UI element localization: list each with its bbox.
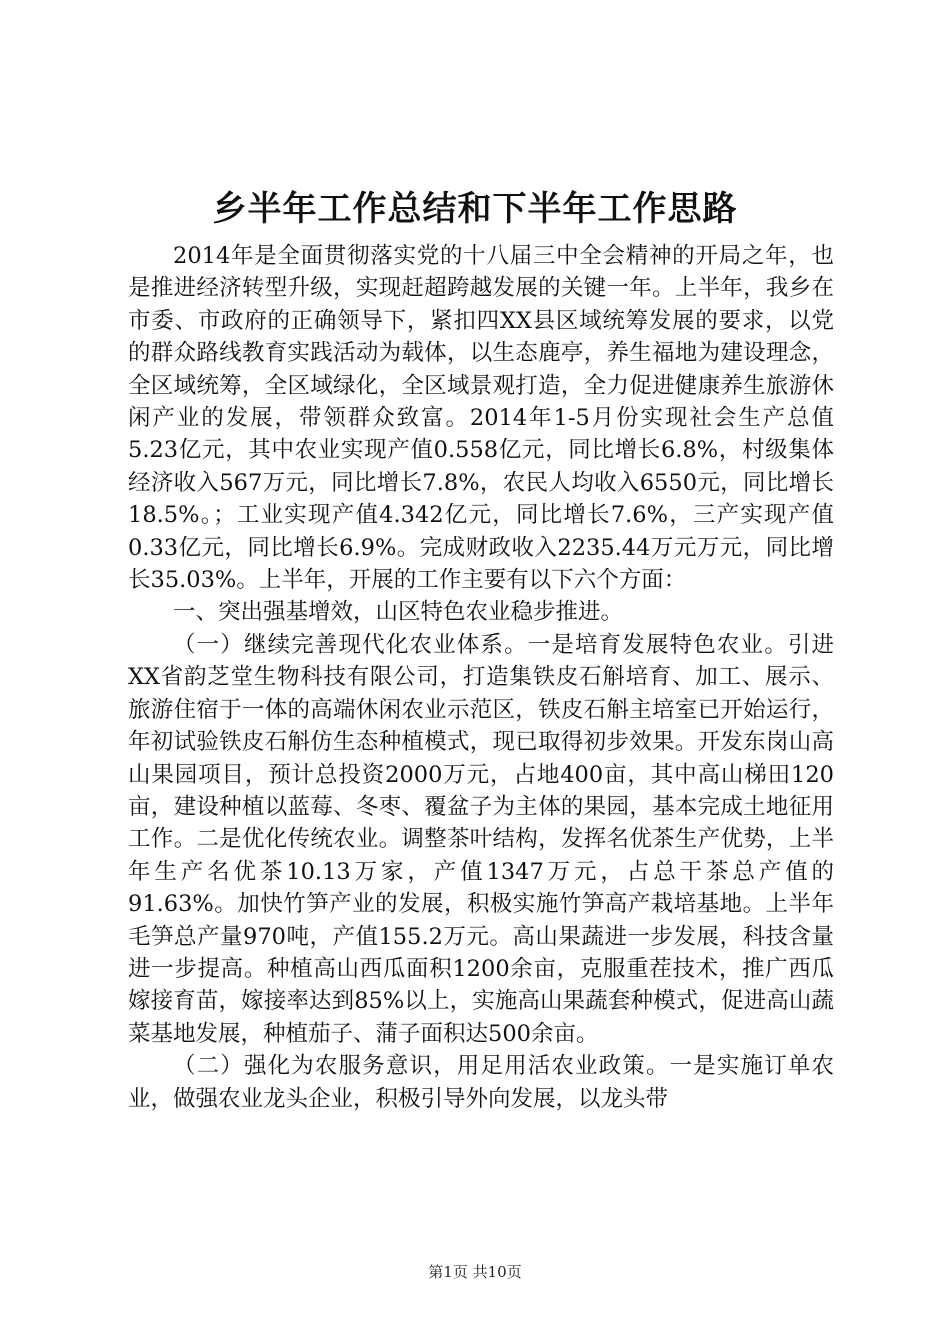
document-title: 乡半年工作总结和下半年工作思路	[212, 189, 738, 229]
paragraph-section-1-heading: 一、突出强基增效，山区特色农业稳步推进。	[173, 599, 624, 626]
paragraph-subsection-1: （一）继续完善现代化农业体系。一是培育发展特色农业。引进XX省韵芝堂生物科技有限公司，打造集铁皮石斛培育、加工、展示、旅游住宿于一体的高端休闲农业示范区，铁皮石斛主培室已开始运行，年初试验铁皮石斛仿生态种植模式，现已取得初步效果。开发东岗山高山果园项目，预计总投资2000万元，占地400亩，其中高山梯田120亩，建设种植以蓝莓、冬枣、覆盆子为主体的果园，基本完成土地征用工作。二是优化传统农业。调整茶叶结构，发挥名优茶生产优势，上半年生产名优茶10.13万家，产值1347万元，占总干茶总产值的91.63%。加快竹笋产业的发展，积极实施竹笋高产栽培基地。上半年毛笋总产量970吨，产值155.2万元。高山果蔬进一步发展，科技含量进一步提高。种植高山西瓜面积1200余亩，克服重茬技术，推广西瓜嫁接育苗，嫁接率达到85%以上，实施高山果蔬套种模式，促进高山蔬菜基地发展，种植茄子、蒲子面积达500余亩。	[128, 631, 834, 1047]
page-number-footer: 第1页 共10页	[428, 1263, 522, 1281]
paragraph-intro: 2014年是全面贯彻落实党的十八届三中全会精神的开局之年，也是推进经济转型升级，实现赶超跨越发展的关键一年。上半年，我乡在市委、市政府的正确领导下，紧扣四XX县区域统筹发展的要求，以党的群众路线教育实践活动为载体，以生态鹿亭，养生福地为建设理念，全区域统筹，全区域绿化，全区域景观打造，全力促进健康养生旅游休闲产业的发展，带领群众致富。2014年1-5月份实现社会生产总值5.23亿元，其中农业实现产值0.558亿元，同比增长6.8%，村级集体经济收入567万元，同比增长7.8%，农民人均收入6550元，同比增长18.5%。；工业实现产值4.342亿元，同比增长7.6%，三产实现产值0.33亿元，同比增长6.9%。完成财政收入2235.44万元万元，同比增长35.03%。上半年，开展的工作主要有以下六个方面：	[128, 243, 834, 594]
paragraph-subsection-2: （二）强化为农服务意识，用足用活农业政策。一是实施订单农业，做强农业龙头企业，积极引导外向发展，以龙头带	[128, 1053, 834, 1112]
document-body	[128, 240, 834, 1115]
